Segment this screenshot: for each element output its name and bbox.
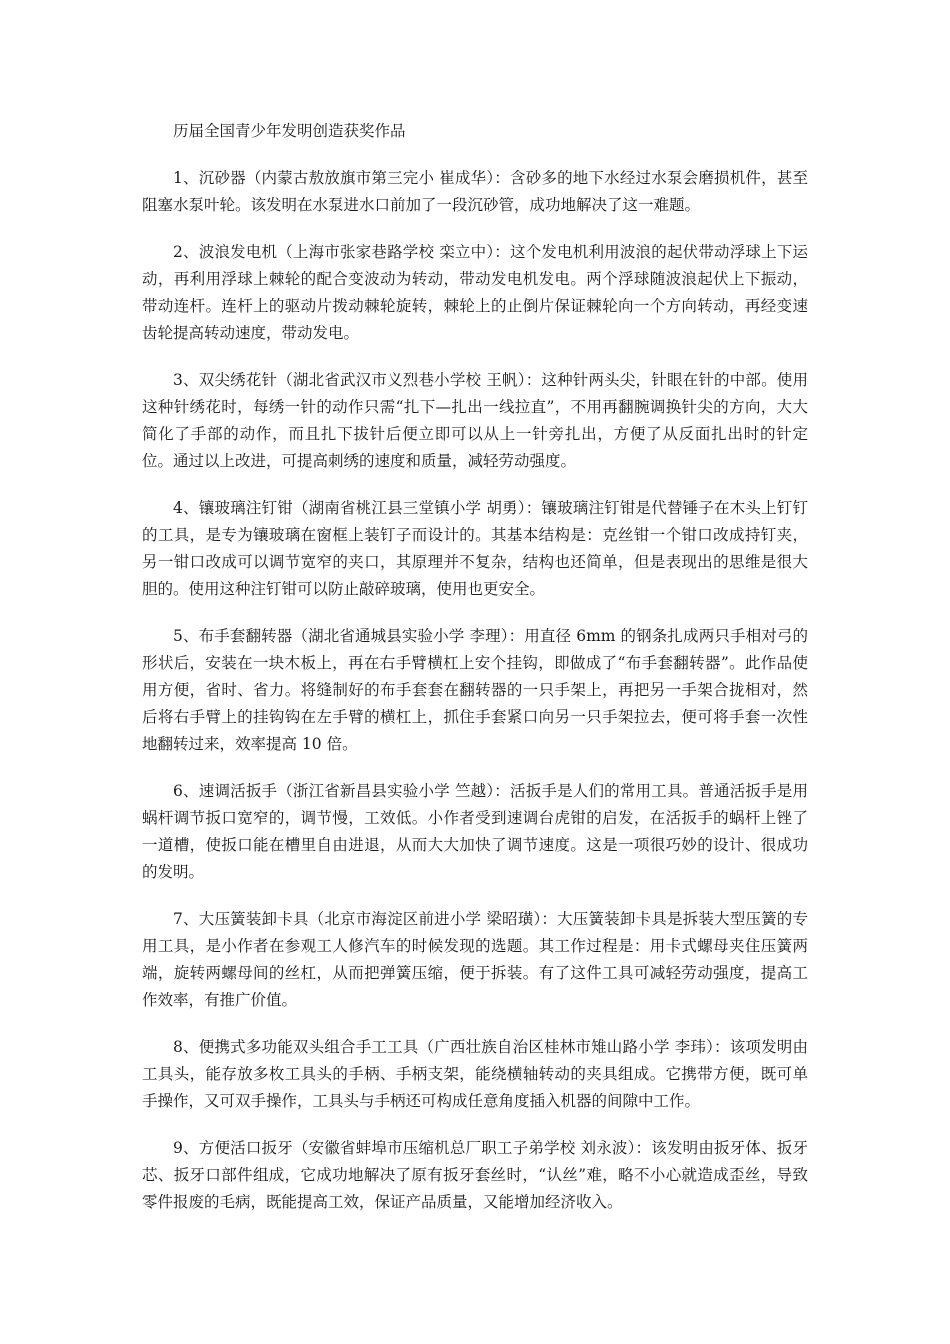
entry-5-paragraph: 5、布手套翻转器（湖北省通城县实验小学 李理）：用直径 6mm 的钢条扎成两只手相对弓的形状后，安装在一块木板上，再在右手臂横杠上安个挂钩，即做成了“布手套翻转器”。此作品使用方便，省时、省力。将缝制好的布手套套在翻转器的一只手架上，再把另一手架合拢相对，然后将右手臂上的挂钩钩在左手臂的横杠上，抓住手套紧口向另一只手架拉去，便可将手套一次性地翻转过来，效率提高 10 倍。	[142, 627, 808, 753]
entry-9-paragraph: 9、方便活口扳牙（安徽省蚌埠市压缩机总厂职工子弟学校 刘永波）：该发明由扳牙体、扳牙芯、扳牙口部件组成，它成功地解决了原有扳牙套丝时，“认丝”难，略不小心就造成歪丝，导致零件报废的毛病，既能提高工效，保证产品质量，又能增加经济收入。	[142, 1139, 808, 1211]
entry-1-paragraph: 1、沉砂器（内蒙古敖放旗市第三完小 崔成华）：含砂多的地下水经过水泵会磨损机件，甚至阻塞水泵叶轮。该发明在水泵进水口前加了一段沉砂管，成功地解决了这一难题。	[142, 169, 808, 214]
entry-4-paragraph: 4、镶玻璃注钉钳（湖南省桃江县三堂镇小学 胡勇）：镶玻璃注钉钳是代替锤子在木头上钉钉的工具，是专为镶玻璃在窗框上装钉子而设计的。其基本结构是：克丝钳一个钳口改成持钉夹，另一钳口改成可以调节宽窄的夹口，其原理并不复杂，结构也还简单，但是表现出的思维是很大胆的。使用这种注钉钳可以防止敲碎玻璃，使用也更安全。	[142, 499, 808, 598]
document-body	[142, 118, 808, 1236]
entry-8-paragraph: 8、便携式多功能双头组合手工工具（广西壮族自治区桂林市雉山路小学 李玮）：该项发明由工具头，能存放多枚工具头的手柄、手柄支架，能绕横轴转动的夹具组成。它携带方便，既可单手操作，又可双手操作，工具头与手柄还可构成任意角度插入机器的间隙中工作。	[142, 1038, 808, 1110]
document-title: 历届全国青少年发明创造获奖作品	[173, 122, 406, 140]
entry-6-paragraph: 6、速调活扳手（浙江省新昌县实验小学 竺越）：活扳手是人们的常用工具。普通活扳手是用蜗杆调节扳口宽窄的，调节慢，工效低。小作者受到速调台虎钳的启发，在活扳手的蜗杆上锉了一道槽，使扳口能在槽里自由进退，从而大大加快了调节速度。这是一项很巧妙的设计、很成功的发明。	[142, 782, 808, 881]
entry-7-paragraph: 7、大压簧装卸卡具（北京市海淀区前进小学 梁昭璜）：大压簧装卸卡具是拆装大型压簧的专用工具，是小作者在参观工人修汽车的时候发现的选题。其工作过程是：用卡式螺母夹住压簧两端，旋转两螺母间的丝杠，从而把弹簧压缩，便于拆装。有了这件工具可减轻劳动强度，提高工作效率，有推广价值。	[142, 910, 808, 1009]
entry-2-paragraph: 2、波浪发电机（上海市张家巷路学校 栾立中）：这个发电机利用波浪的起伏带动浮球上下运动，再利用浮球上棘轮的配合变波动为转动，带动发电机发电。两个浮球随波浪起伏上下振动，带动连杆。连杆上的驱动片拨动棘轮旋转，棘轮上的止倒片保证棘轮向一个方向转动，再经变速齿轮提高转动速度，带动发电。	[142, 243, 808, 342]
entry-3-paragraph: 3、双尖绣花针（湖北省武汉市义烈巷小学校 王帆）：这种针两头尖，针眼在针的中部。使用这种针绣花时，每绣一针的动作只需“扎下—扎出一线拉直”，不用再翻腕调换针尖的方向，大大简化了手部的动作，而且扎下拔针后便立即可以从上一针旁扎出，方便了从反面扎出时的针定位。通过以上改进，可提高刺绣的速度和质量，减轻劳动强度。	[142, 371, 808, 470]
